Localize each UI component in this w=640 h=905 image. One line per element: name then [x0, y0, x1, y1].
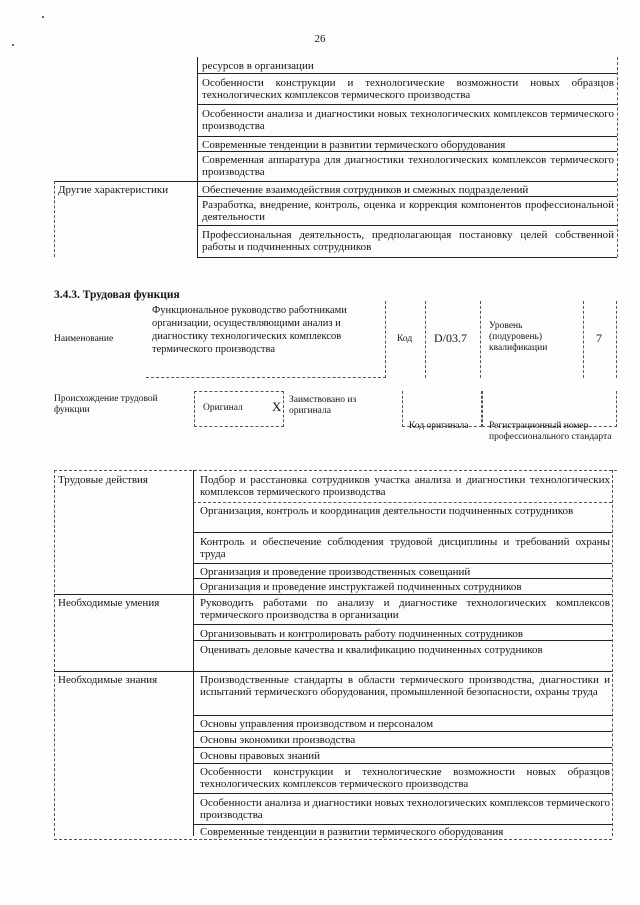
origin-label: Происхождение трудовой функции	[54, 394, 158, 415]
knowledge-item-3: Основы экономики производства	[200, 734, 356, 746]
actions-label: Трудовые действия	[58, 474, 148, 486]
action-item-3: Контроль и обеспечение соблюдения трудовой дисциплины и требований охраны труда	[200, 536, 610, 560]
scan-speck	[42, 16, 44, 18]
name-label: Наименование	[54, 334, 114, 344]
reg-number-label: Регистрационный номер профессионального стандарта	[489, 421, 612, 442]
original-code-label: Код оригинала	[409, 421, 469, 431]
knowledge-label: Необходимые знания	[58, 674, 158, 686]
knowledge-item-7: Современные тенденции в развитии термического оборудования	[200, 826, 504, 838]
skill-item-3: Оценивать деловые качества и квалификацию подчиненных сотрудников	[200, 644, 543, 656]
original-label: Оригинал	[203, 403, 243, 413]
action-item-4: Организация и проведение производственных совещаний	[200, 566, 471, 578]
knowledge-item-2: Основы управления производством и персоналом	[200, 718, 434, 730]
top-row-1: ресурсов в организации	[202, 60, 314, 72]
action-item-1: Подбор и расстановка сотрудников участка анализа и диагностики технологических комплексов термического производства	[200, 474, 610, 498]
original-checkmark: X	[272, 399, 282, 414]
knowledge-item-1: Производственные стандарты в области термического производства, диагностики и испытаний термического оборудования, промышленной безопасности, охраны труда	[200, 674, 610, 698]
skill-item-2: Организовывать и контролировать работу подчиненных сотрудников	[200, 628, 524, 640]
function-name: Функциональное руководство работниками организации, осуществляющими анализ и диагностику технологических комплексов термического производства	[152, 305, 347, 355]
top-row-3: Особенности анализа и диагностики новых технологических комплексов термического производства	[202, 108, 614, 132]
section-title: 3.4.3. Трудовая функция	[54, 289, 180, 301]
borrowed-label: Заимствовано из оригинала	[289, 395, 357, 416]
other-item-1: Обеспечение взаимодействия сотрудников и смежных подразделений	[202, 184, 529, 196]
other-item-2: Разработка, внедрение, контроль, оценка и коррекция компонентов профессиональной деятельности	[202, 199, 614, 223]
level-value: 7	[596, 331, 602, 345]
page-number: 26	[314, 33, 326, 45]
skill-item-1: Руководить работами по анализу и диагностике технологических комплексов термического производства в организации	[200, 597, 610, 621]
knowledge-item-4: Основы правовых знаний	[200, 750, 321, 762]
knowledge-item-5: Особенности конструкции и технологические возможности новых образцов технологических комплексов термического производства	[200, 766, 610, 790]
top-row-5: Современная аппаратура для диагностики технологических комплексов термического производства	[202, 154, 614, 178]
skills-label: Необходимые умения	[58, 597, 160, 609]
top-row-2: Особенности конструкции и технологические возможности новых образцов технологических комплексов термического производства	[202, 77, 614, 101]
action-item-5: Организация и проведение инструктажей подчиненных сотрудников	[200, 581, 522, 593]
code-value: D/03.7	[434, 331, 467, 345]
other-item-3: Профессиональная деятельность, предполагающая постановку целей собственной работы и подчиненных сотрудников	[202, 229, 614, 253]
code-label: Код	[397, 334, 413, 344]
action-item-2: Организация, контроль и координация деятельности подчиненных сотрудников	[200, 505, 574, 517]
knowledge-item-6: Особенности анализа и диагностики новых технологических комплексов термического производства	[200, 797, 610, 821]
other-characteristics-label: Другие характеристики	[58, 184, 169, 196]
level-label: Уровень (подуровень) квалификации	[489, 321, 548, 353]
top-row-4: Современные тенденции в развитии термического оборудования	[202, 139, 506, 151]
